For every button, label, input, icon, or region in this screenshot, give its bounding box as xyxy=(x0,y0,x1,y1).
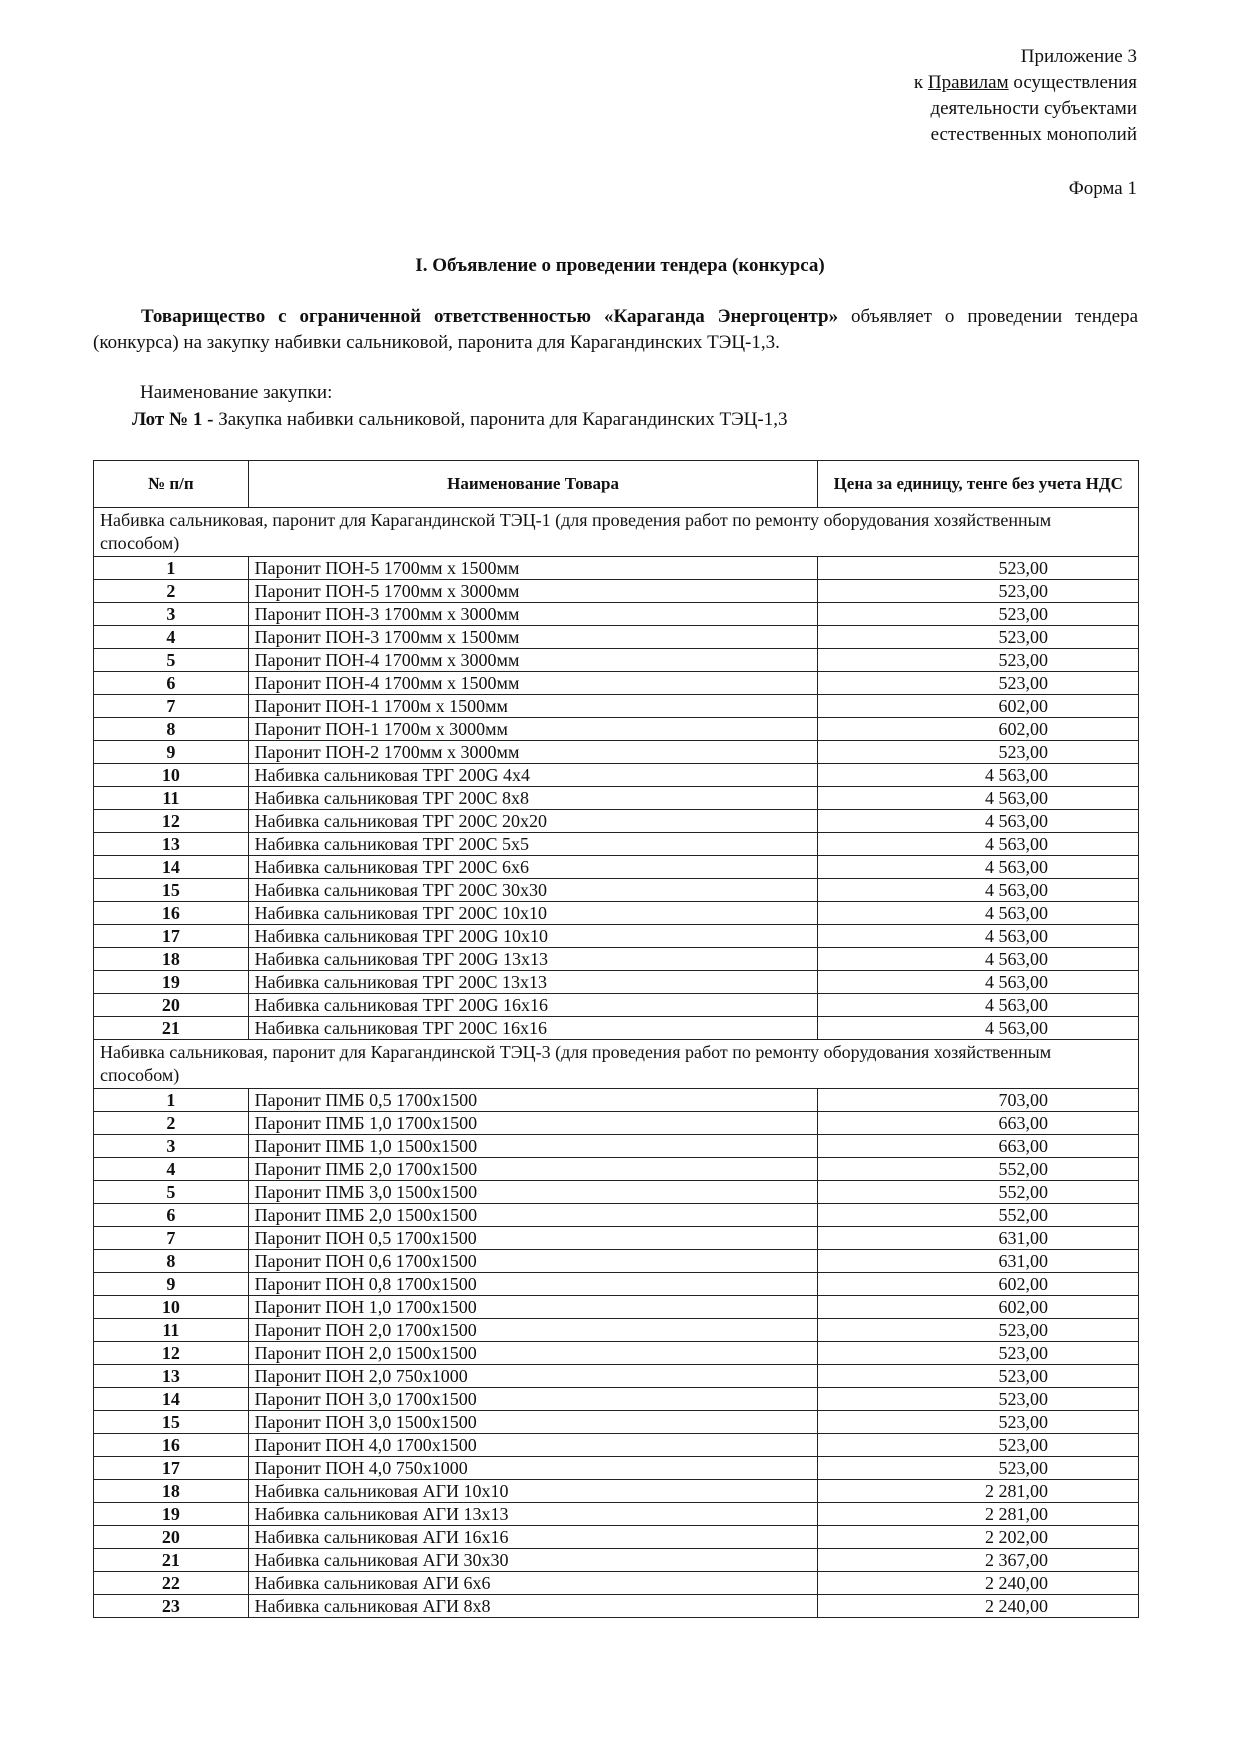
row-name: Набивка сальниковая АГИ 6x6 xyxy=(248,1572,818,1595)
row-name: Набивка сальниковая ТРГ 200С 8x8 xyxy=(248,787,818,810)
table-row xyxy=(94,1572,1139,1595)
table-row xyxy=(94,1342,1139,1365)
table-row xyxy=(94,695,1139,718)
table-row xyxy=(94,1017,1139,1040)
lot-text: Закупка набивки сальниковой, паронита для Карагандинских ТЭЦ-1,3 xyxy=(213,409,788,430)
table-row xyxy=(94,718,1139,741)
row-name: Паронит ПОН-3 1700мм х 3000мм xyxy=(248,603,818,626)
table-row xyxy=(94,1457,1139,1480)
row-price: 4 563,00 xyxy=(818,833,1139,856)
table-row xyxy=(94,1227,1139,1250)
row-price: 4 563,00 xyxy=(818,902,1139,925)
row-number: 22 xyxy=(94,1572,249,1595)
row-number: 15 xyxy=(94,1411,249,1434)
row-price: 602,00 xyxy=(818,718,1139,741)
header-price: Цена за единицу, тенге без учета НДС xyxy=(818,461,1139,508)
row-number: 11 xyxy=(94,787,249,810)
row-name: Паронит ПОН-1 1700м х 3000мм xyxy=(248,718,818,741)
section-title: Набивка сальниковая, паронит для Карагандинской ТЭЦ-3 (для проведения работ по ремонту оборудования хозяйственным способом) xyxy=(94,1040,1139,1089)
table-row xyxy=(94,994,1139,1017)
row-price: 523,00 xyxy=(818,1319,1139,1342)
section-row xyxy=(94,508,1139,557)
row-name: Паронит ПМБ 0,5 1700x1500 xyxy=(248,1089,818,1112)
table-row xyxy=(94,1089,1139,1112)
row-price: 4 563,00 xyxy=(818,948,1139,971)
row-name: Паронит ПОН 0,8 1700x1500 xyxy=(248,1273,818,1296)
table-row xyxy=(94,1135,1139,1158)
table-row xyxy=(94,1549,1139,1572)
row-price: 4 563,00 xyxy=(818,971,1139,994)
row-number: 7 xyxy=(94,1227,249,1250)
row-price: 4 563,00 xyxy=(818,856,1139,879)
header-num: № п/п xyxy=(94,461,249,508)
row-name: Набивка сальниковая ТРГ 200С 20x20 xyxy=(248,810,818,833)
row-name: Паронит ПОН-4 1700мм х 3000мм xyxy=(248,649,818,672)
row-number: 21 xyxy=(94,1017,249,1040)
table-row xyxy=(94,580,1139,603)
table-row xyxy=(94,856,1139,879)
appendix-line-2 xyxy=(914,70,1137,96)
row-price: 602,00 xyxy=(818,1296,1139,1319)
lot-label: Лот № 1 - xyxy=(132,409,214,430)
row-number: 3 xyxy=(94,603,249,626)
row-price: 523,00 xyxy=(818,603,1139,626)
row-name: Паронит ПОН-1 1700м х 1500мм xyxy=(248,695,818,718)
row-number: 8 xyxy=(94,1250,249,1273)
table-row xyxy=(94,1365,1139,1388)
row-number: 11 xyxy=(94,1319,249,1342)
row-name: Набивка сальниковая ТРГ 200С 5x5 xyxy=(248,833,818,856)
row-number: 5 xyxy=(94,1181,249,1204)
row-price: 523,00 xyxy=(818,672,1139,695)
table-row xyxy=(94,787,1139,810)
row-name: Набивка сальниковая АГИ 8x8 xyxy=(248,1595,818,1618)
row-number: 6 xyxy=(94,672,249,695)
row-number: 1 xyxy=(94,557,249,580)
row-price: 2 240,00 xyxy=(818,1572,1139,1595)
table-row xyxy=(94,948,1139,971)
row-name: Набивка сальниковая АГИ 30x30 xyxy=(248,1549,818,1572)
row-number: 13 xyxy=(94,1365,249,1388)
row-number: 1 xyxy=(94,1089,249,1112)
row-price: 4 563,00 xyxy=(818,994,1139,1017)
row-number: 12 xyxy=(94,810,249,833)
row-price: 4 563,00 xyxy=(818,787,1139,810)
table-row xyxy=(94,1503,1139,1526)
appendix-line-2-prefix: к xyxy=(913,72,928,93)
table-row xyxy=(94,557,1139,580)
table-row xyxy=(94,1411,1139,1434)
table-row xyxy=(94,741,1139,764)
row-price: 602,00 xyxy=(818,695,1139,718)
row-number: 13 xyxy=(94,833,249,856)
row-name: Набивка сальниковая АГИ 13x13 xyxy=(248,1503,818,1526)
row-number: 16 xyxy=(94,1434,249,1457)
row-price: 4 563,00 xyxy=(818,810,1139,833)
row-number: 21 xyxy=(94,1549,249,1572)
row-name: Паронит ПМБ 2,0 1500x1500 xyxy=(248,1204,818,1227)
row-name: Паронит ПМБ 1,0 1500x1500 xyxy=(248,1135,818,1158)
row-number: 3 xyxy=(94,1135,249,1158)
table-row xyxy=(94,971,1139,994)
row-number: 14 xyxy=(94,856,249,879)
row-price: 552,00 xyxy=(818,1204,1139,1227)
row-name: Набивка сальниковая ТРГ 200С 16x16 xyxy=(248,1017,818,1040)
row-number: 15 xyxy=(94,879,249,902)
row-price: 2 281,00 xyxy=(818,1503,1139,1526)
row-number: 17 xyxy=(94,925,249,948)
row-name: Набивка сальниковая АГИ 10x10 xyxy=(248,1480,818,1503)
row-name: Паронит ПМБ 3,0 1500x1500 xyxy=(248,1181,818,1204)
row-name: Набивка сальниковая ТРГ 200G 16x16 xyxy=(248,994,818,1017)
row-number: 2 xyxy=(94,580,249,603)
row-price: 602,00 xyxy=(818,1273,1139,1296)
table-row xyxy=(94,1296,1139,1319)
row-number: 19 xyxy=(94,971,249,994)
row-number: 14 xyxy=(94,1388,249,1411)
row-number: 12 xyxy=(94,1342,249,1365)
row-name: Паронит ПОН 0,6 1700x1500 xyxy=(248,1250,818,1273)
row-number: 4 xyxy=(94,626,249,649)
table-row xyxy=(94,1181,1139,1204)
row-name: Паронит ПОН 2,0 1500x1500 xyxy=(248,1342,818,1365)
section-row xyxy=(94,1040,1139,1089)
row-name: Паронит ПОН 4,0 750x1000 xyxy=(248,1457,818,1480)
row-name: Паронит ПМБ 1,0 1700x1500 xyxy=(248,1112,818,1135)
row-name: Набивка сальниковая ТРГ 200С 6x6 xyxy=(248,856,818,879)
appendix-line-4: естественных монополий xyxy=(930,124,1137,145)
row-number: 10 xyxy=(94,764,249,787)
row-price: 523,00 xyxy=(818,557,1139,580)
document-title: I. Объявление о проведении тендера (конкурса) xyxy=(415,255,825,276)
table-row xyxy=(94,1273,1139,1296)
row-number: 10 xyxy=(94,1296,249,1319)
appendix-line-3: деятельности субъектами xyxy=(930,98,1137,119)
table-row xyxy=(94,1112,1139,1135)
row-name: Паронит ПОН 2,0 1700x1500 xyxy=(248,1319,818,1342)
table-row xyxy=(94,764,1139,787)
row-number: 23 xyxy=(94,1595,249,1618)
row-number: 18 xyxy=(94,1480,249,1503)
table-row xyxy=(94,1526,1139,1549)
form-label: Форма 1 xyxy=(1068,178,1137,199)
purchase-label: Наименование закупки: xyxy=(140,382,333,403)
row-name: Паронит ПМБ 2,0 1700x1500 xyxy=(248,1158,818,1181)
row-number: 20 xyxy=(94,994,249,1017)
table-row xyxy=(94,810,1139,833)
table-row xyxy=(94,902,1139,925)
row-price: 523,00 xyxy=(818,1411,1139,1434)
row-price: 523,00 xyxy=(818,1388,1139,1411)
row-name: Набивка сальниковая ТРГ 200G 10x10 xyxy=(248,925,818,948)
row-name: Набивка сальниковая ТРГ 200С 10x10 xyxy=(248,902,818,925)
row-price: 2 367,00 xyxy=(818,1549,1139,1572)
row-price: 663,00 xyxy=(818,1112,1139,1135)
row-number: 20 xyxy=(94,1526,249,1549)
table-row xyxy=(94,1388,1139,1411)
row-price: 4 563,00 xyxy=(818,879,1139,902)
row-name: Набивка сальниковая ТРГ 200С 30x30 xyxy=(248,879,818,902)
row-name: Паронит ПОН 3,0 1700x1500 xyxy=(248,1388,818,1411)
row-price: 523,00 xyxy=(818,649,1139,672)
row-number: 9 xyxy=(94,1273,249,1296)
row-name: Паронит ПОН-5 1700мм х 1500мм xyxy=(248,557,818,580)
row-name: Паронит ПОН-2 1700мм х 3000мм xyxy=(248,741,818,764)
row-price: 703,00 xyxy=(818,1089,1139,1112)
rules-link[interactable]: Правилам xyxy=(927,72,1009,93)
table-header-row xyxy=(94,461,1139,508)
row-price: 4 563,00 xyxy=(818,764,1139,787)
row-price: 631,00 xyxy=(818,1227,1139,1250)
row-price: 523,00 xyxy=(818,1434,1139,1457)
row-name: Паронит ПОН-5 1700мм х 3000мм xyxy=(248,580,818,603)
table-row xyxy=(94,672,1139,695)
lot-line xyxy=(132,409,787,431)
appendix-line-1: Приложение 3 xyxy=(1020,46,1137,67)
row-number: 16 xyxy=(94,902,249,925)
row-price: 663,00 xyxy=(818,1135,1139,1158)
row-price: 523,00 xyxy=(818,1342,1139,1365)
row-number: 8 xyxy=(94,718,249,741)
row-name: Паронит ПОН 1,0 1700x1500 xyxy=(248,1296,818,1319)
row-name: Паронит ПОН-4 1700мм х 1500мм xyxy=(248,672,818,695)
table-row xyxy=(94,1319,1139,1342)
row-name: Паронит ПОН 4,0 1700x1500 xyxy=(248,1434,818,1457)
table-row xyxy=(94,1158,1139,1181)
row-price: 523,00 xyxy=(818,626,1139,649)
table-row xyxy=(94,1480,1139,1503)
row-name: Паронит ПОН 2,0 750x1000 xyxy=(248,1365,818,1388)
row-number: 6 xyxy=(94,1204,249,1227)
row-name: Набивка сальниковая ТРГ 200С 13x13 xyxy=(248,971,818,994)
intro-paragraph xyxy=(93,304,1138,356)
header-name: Наименование Товара xyxy=(248,461,818,508)
table-row xyxy=(94,1250,1139,1273)
row-price: 2 202,00 xyxy=(818,1526,1139,1549)
row-name: Набивка сальниковая АГИ 16x16 xyxy=(248,1526,818,1549)
row-number: 18 xyxy=(94,948,249,971)
table-row xyxy=(94,626,1139,649)
table-row xyxy=(94,1595,1139,1618)
row-number: 17 xyxy=(94,1457,249,1480)
table-row xyxy=(94,649,1139,672)
row-price: 523,00 xyxy=(818,580,1139,603)
row-name: Набивка сальниковая ТРГ 200G 4x4 xyxy=(248,764,818,787)
row-price: 552,00 xyxy=(818,1181,1139,1204)
row-price: 523,00 xyxy=(818,1365,1139,1388)
row-number: 9 xyxy=(94,741,249,764)
row-price: 552,00 xyxy=(818,1158,1139,1181)
row-number: 19 xyxy=(94,1503,249,1526)
table-row xyxy=(94,925,1139,948)
row-price: 2 240,00 xyxy=(818,1595,1139,1618)
row-price: 631,00 xyxy=(818,1250,1139,1273)
goods-table xyxy=(93,460,1139,1618)
row-number: 2 xyxy=(94,1112,249,1135)
organizer-name: Товарищество с ограниченной ответственностью «Караганда Энергоцентр» xyxy=(141,306,839,327)
row-number: 4 xyxy=(94,1158,249,1181)
row-number: 5 xyxy=(94,649,249,672)
row-price: 523,00 xyxy=(818,741,1139,764)
section-title: Набивка сальниковая, паронит для Карагандинской ТЭЦ-1 (для проведения работ по ремонту оборудования хозяйственным способом) xyxy=(94,508,1139,557)
table-row xyxy=(94,1434,1139,1457)
appendix-line-2-suffix: осуществления xyxy=(1008,72,1137,93)
table-row xyxy=(94,603,1139,626)
row-name: Набивка сальниковая ТРГ 200G 13x13 xyxy=(248,948,818,971)
row-name: Паронит ПОН-3 1700мм х 1500мм xyxy=(248,626,818,649)
row-number: 7 xyxy=(94,695,249,718)
row-name: Паронит ПОН 0,5 1700x1500 xyxy=(248,1227,818,1250)
intro-text: объявляет о проведении тендера (конкурса) на закупку набивки сальниковой, паронита для Карагандинских ТЭЦ-1,3. xyxy=(93,306,1139,353)
table-row xyxy=(94,833,1139,856)
row-price: 2 281,00 xyxy=(818,1480,1139,1503)
table-row xyxy=(94,1204,1139,1227)
appendix-block xyxy=(914,44,1137,148)
row-price: 4 563,00 xyxy=(818,925,1139,948)
table-row xyxy=(94,879,1139,902)
row-name: Паронит ПОН 3,0 1500x1500 xyxy=(248,1411,818,1434)
table-body xyxy=(94,508,1139,1618)
row-price: 4 563,00 xyxy=(818,1017,1139,1040)
row-price: 523,00 xyxy=(818,1457,1139,1480)
